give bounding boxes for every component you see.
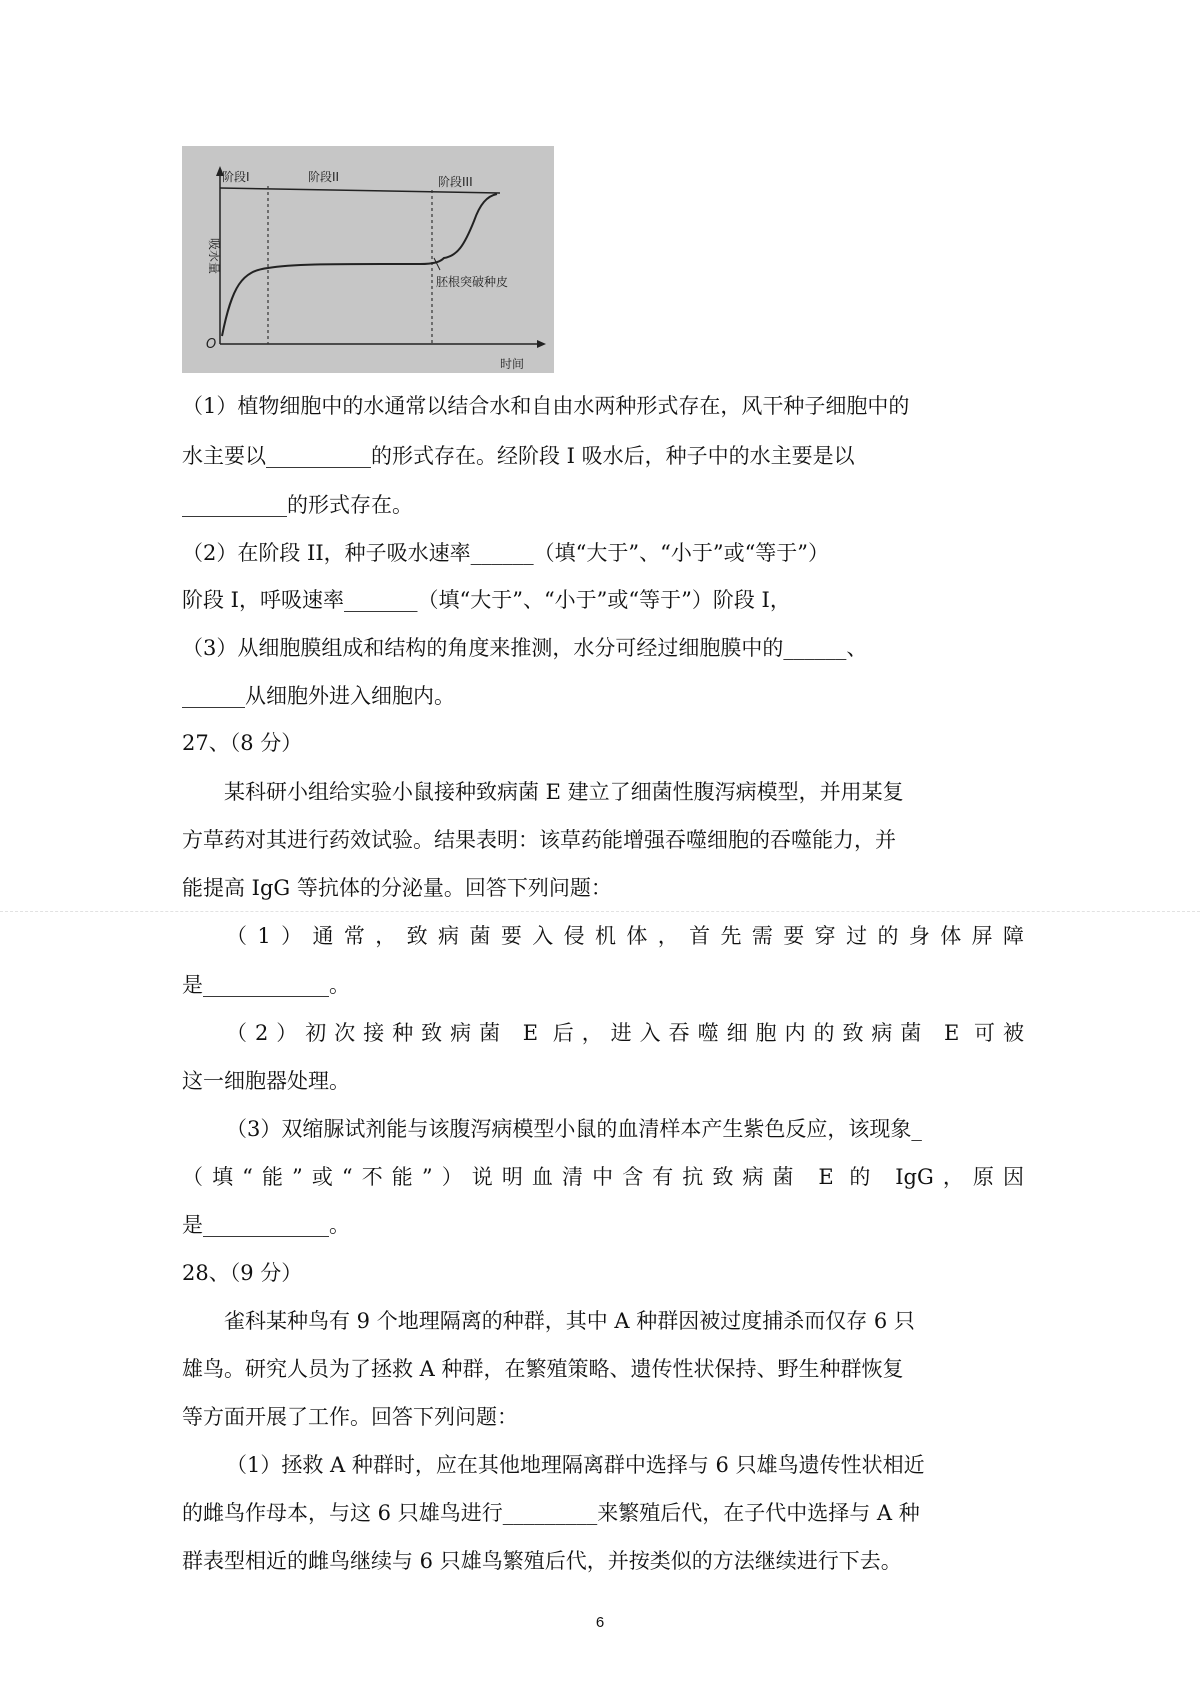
q28-intro-line2: 雄鸟。研究人员为了拯救 A 种群，在繁殖策略、遗传性状保持、野生种群恢复 xyxy=(182,1357,904,1381)
q28-intro-line3: 等方面开展了工作。回答下列问题： xyxy=(182,1405,518,1429)
page-number: 6 xyxy=(595,1614,605,1631)
water-uptake-curve-diagram xyxy=(182,146,554,373)
q27-heading: 27、（8 分） xyxy=(182,731,303,755)
x-axis-label: 时间 xyxy=(500,357,525,371)
annotation-label: 胚根突破种皮 xyxy=(436,275,509,289)
q28-heading: 28、（9 分） xyxy=(182,1261,303,1285)
y-axis-label: 吸水量 xyxy=(207,238,221,275)
q28-intro-line1: 雀科某种鸟有 9 个地理隔离的种群，其中 A 种群因被过度捕杀而仅存 6 只 xyxy=(182,1309,915,1333)
q27-intro-line1: 某科研小组给实验小鼠接种致病菌 E 建立了细菌性腹泻病模型，并用某复 xyxy=(182,780,904,804)
q26-part2-line1: （2）在阶段 II，种子吸水速率______（填“大于”、“小于”或“等于”） xyxy=(182,541,830,565)
q26-part2-line2: 阶段 I，呼吸速率_______（填“大于”、“小于”或“等于”）阶段 I， xyxy=(182,588,791,612)
q28-part1-line1: （1）拯救 A 种群时，应在其他地理隔离群中选择与 6 只雄鸟遗传性状相近 xyxy=(226,1453,925,1477)
stage3-label: 阶段III xyxy=(438,175,473,189)
q27-part3-line1: （3）双缩脲试剂能与该腹泻病模型小鼠的血清样本产生紫色反应，该现象_ xyxy=(226,1117,922,1141)
q28-part1-line2: 的雌鸟作母本，与这 6 只雄鸟进行_________来繁殖后代，在子代中选择与 A 种 xyxy=(182,1501,920,1525)
q27-part1-line2: 是____________。 xyxy=(182,973,350,997)
q26-part3-line1: （3）从细胞膜组成和结构的角度来推测，水分可经过细胞膜中的______、 xyxy=(182,636,868,660)
q27-intro-line2: 方草药对其进行药效试验。结果表明：该草药能增强吞噬细胞的吞噬能力，并 xyxy=(182,828,896,852)
page-fold-separator xyxy=(0,911,1200,912)
q26-part3-line2: ______从细胞外进入细胞内。 xyxy=(182,684,455,708)
q28-part1-line3: 群表型相近的雌鸟继续与 6 只雄鸟繁殖后代，并按类似的方法继续进行下去。 xyxy=(182,1549,902,1573)
q27-part1-line1: （1）通常，致病菌要入侵机体，首先需要穿过的身体屏障 xyxy=(226,924,1024,948)
q26-part1-line2: 水主要以__________的形式存在。经阶段 I 吸水后，种子中的水主要是以 xyxy=(182,444,855,468)
q27-part2-line2: 这一细胞器处理。 xyxy=(182,1069,350,1093)
q26-part1-line1: （1）植物细胞中的水通常以结合水和自由水两种形式存在，风干种子细胞中的 xyxy=(182,394,910,418)
q27-part2-line1: （2）初次接种致病菌 E 后，进入吞噬细胞内的致病菌 E 可被 xyxy=(226,1021,1024,1045)
stage1-label: 阶段I xyxy=(222,170,250,184)
q26-part1-line3: __________的形式存在。 xyxy=(182,493,413,517)
q27-part3-line3: 是____________。 xyxy=(182,1213,350,1237)
water-uptake-figure xyxy=(182,146,554,373)
q27-part3-line2: （填“能”或“不能”）说明血清中含有抗致病菌 E 的 IgG，原因 xyxy=(182,1165,1024,1189)
origin-label: O xyxy=(206,337,217,352)
stage2-label: 阶段II xyxy=(308,170,340,184)
q27-intro-line3: 能提高 IgG 等抗体的分泌量。回答下列问题： xyxy=(182,876,612,900)
